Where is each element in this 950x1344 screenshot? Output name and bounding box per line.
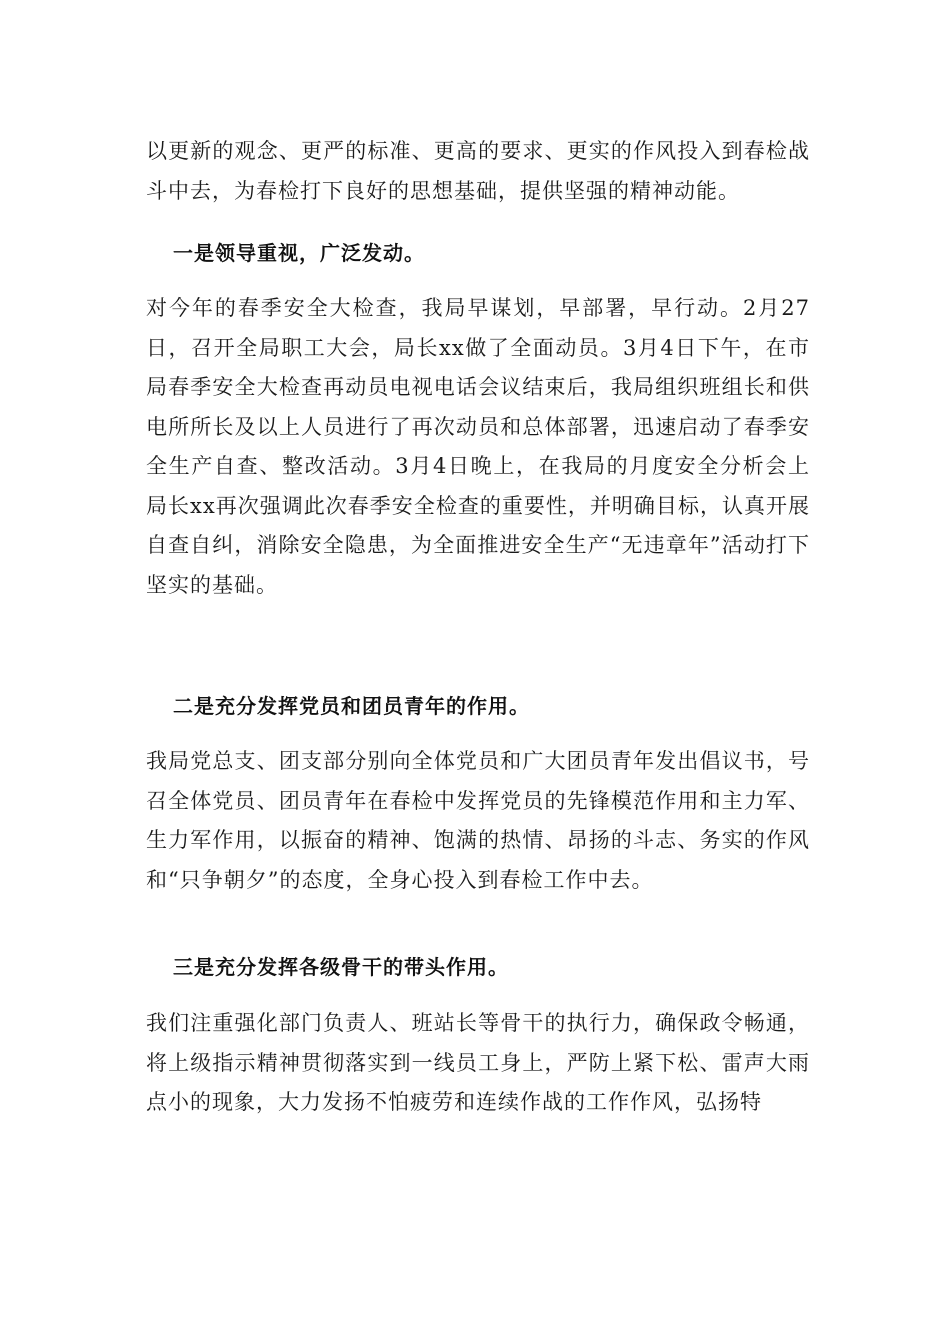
body-paragraph-backbone: 我们注重强化部门负责人、班站长等骨干的执行力，确保政令畅通，将上级指示精神贯彻落实到一线员工身上，严防上紧下松、雷声大雨点小的现象，大力发扬不怕疲劳和连续作战的工作作风，弘扬特 <box>146 1011 810 1114</box>
section-heading-backbone: 三是充分发挥各级骨干的带头作用。 <box>173 955 509 979</box>
section-heading-party-members: 二是充分发挥党员和团员青年的作用。 <box>173 694 530 718</box>
section-heading-leadership: 一是领导重视，广泛发动。 <box>173 241 425 265</box>
body-paragraph-leadership: 对今年的春季安全大检查，我局早谋划，早部署，早行动。2月27日，召开全局职工大会，局长xx做了全面动员。3月4日下午，在市局春季安全大检查再动员电视电话会议结束后，我局组织班组长和供电所所长及以上人员进行了再次动员和总体部署，迅速启动了春季安全生产自查、整改活动。3月4日晚上，在我局的月度安全分析会上局长xx再次强调此次春季安全检查的重要性，并明确目标，认真开展自查自纠，消除安全隐患，为全面推进安全生产“无违章年”活动打下坚实的基础。 <box>146 296 810 597</box>
body-paragraph-party-members: 我局党总支、团支部分别向全体党员和广大团员青年发出倡议书，号召全体党员、团员青年在春检中发挥党员的先锋模范作用和主力军、生力军作用，以振奋的精神、饱满的热情、昂扬的斗志、务实的作风和“只争朝夕”的态度，全身心投入到春检工作中去。 <box>146 749 810 892</box>
body-paragraph-intro: 以更新的观念、更严的标准、更高的要求、更实的作风投入到春检战斗中去，为春检打下良好的思想基础，提供坚强的精神动能。 <box>146 139 810 203</box>
